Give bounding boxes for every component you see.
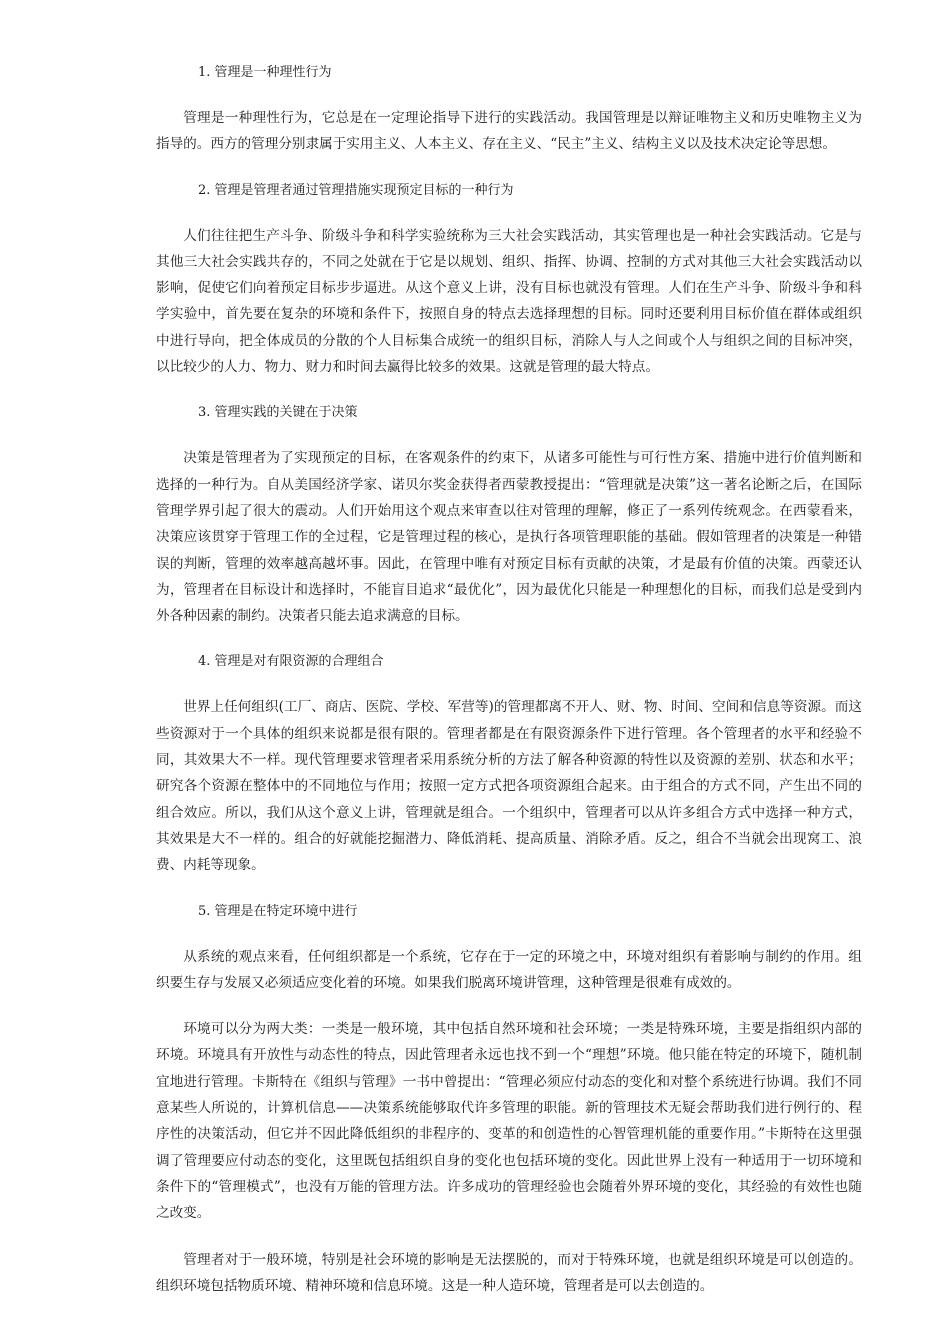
document-body — [156, 60, 862, 1299]
section-5-paragraph-1: 从系统的观点来看，任何组织都是一个系统，它存在于一定的环境之中，环境对组织有着影响与制约的作用。组织要生存与发展又必须适应变化着的环境。如果我们脱离环境讲管理，这种管理是很难有成效的。 — [156, 948, 862, 991]
section-heading-5: 5. 管理是在特定环境中进行 — [198, 903, 358, 919]
section-heading-1: 1. 管理是一种理性行为 — [198, 65, 332, 80]
section-heading-2: 2. 管理是管理者通过管理措施实现预定目标的一种行为 — [198, 182, 514, 198]
section-5-paragraph-3: 管理者对于一般环境，特别是社会环境的影响是无法摆脱的，而对于特殊环境，也就是组织环境是可以创造的。组织环境包括物质环境、精神环境和信息环境。这是一种人造环境，管理者是可以去创造的。 — [156, 1251, 862, 1294]
section-5-paragraph-2: 环境可以分为两大类：一类是一般环境，其中包括自然环境和社会环境；一类是特殊环境，主要是指组织内部的环境。环境具有开放性与动态性的特点，因此管理者永远也找不到一个“理想”环境。他只能在特定的环境下，随机制宜地进行管理。卡斯特在《组织与管理》一书中曾提出：“管理必须应付动态的变化和对整个系统进行协调。我们不同意某些人所说的，计算机信息——决策系统能够取代许多管理的职能。新的管理技术无疑会帮助我们进行例行的、程序性的决策活动，但它并不因此降低组织的非程序的、变革的和创造性的心智管理机能的重要作用。”卡斯特在这里强调了管理要应付动态的变化，这里既包括组织自身的变化也包括环境的变化。因此世界上没有一种适用于一切环境和条件下的“管理模式”，也没有万能的管理方法。许多成功的管理经验也会随着外界环境的变化，其经验的有效性也随之改变。 — [156, 1021, 862, 1222]
section-4-paragraph-1: 世界上任何组织(工厂、商店、医院、学校、军营等)的管理都离不开人、财、物、时间、空间和信息等资源。而这些资源对于一个具体的组织来说都是很有限的。管理者都是在有限资源条件下进行管理。各个管理者的水平和经验不同，其效果大不一样。现代管理要求管理者采用系统分析的方法了解各种资源的特性以及资源的差别、状态和水平；研究各个资源在整体中的不同地位与作用；按照一定方式把各项资源组合起来。由于组合的方式不同，产生出不同的组合效应。所以，我们从这个意义上讲，管理就是组合。一个组织中，管理者可以从许多组合方式中选择一种方式，其效果是大不一样的。组合的好就能挖掘潜力、降低消耗、提高质量、消除矛盾。反之，组合不当就会出现窝工、浪费、内耗等现象。 — [156, 699, 862, 874]
section-1-paragraph-1: 管理是一种理性行为，它总是在一定理论指导下进行的实践活动。我国管理是以辩证唯物主义和历史唯物主义为指导的。西方的管理分别隶属于实用主义、人本主义、存在主义、“民主”主义、结构主义以及技术决定论等思想。 — [156, 110, 862, 153]
section-heading-4: 4. 管理是对有限资源的合理组合 — [198, 654, 384, 670]
section-heading-3: 3. 管理实践的关键在于决策 — [198, 405, 358, 421]
section-3-paragraph-1: 决策是管理者为了实现预定的目标，在客观条件的约束下，从诸多可能性与可行性方案、措施中进行价值判断和选择的一种行为。自从美国经济学家、诺贝尔奖金获得者西蒙教授提出：“管理就是决策”这一著名论断之后，在国际管理学界引起了很大的震动。人们开始用这个观点来审查以往对管理的理解，修正了一系列传统观念。在西蒙看来，决策应该贯穿于管理工作的全过程，它是管理过程的核心，是执行各项管理职能的基础。假如管理者的决策是一种错误的判断，管理的效率越高越坏事。因此，在管理中唯有对预定目标有贡献的决策，才是最有价值的决策。西蒙还认为，管理者在目标设计和选择时，不能盲目追求“最优化”，因为最优化只能是一种理想化的目标，而我们总是受到内外各种因素的制约。决策者只能去追求满意的目标。 — [156, 450, 862, 625]
section-2-paragraph-1: 人们往往把生产斗争、阶级斗争和科学实验统称为三大社会实践活动，其实管理也是一种社会实践活动。它是与其他三大社会实践共存的，不同之处就在于它是以规划、组织、指挥、协调、控制的方式对其他三大社会实践活动以影响，促使它们向着预定目标步步逼进。从这个意义上讲，没有目标也就没有管理。人们在生产斗争、阶级斗争和科学实验中，首先要在复杂的环境和条件下，按照自身的特点去选择理想的目标。同时还要利用目标价值在群体或组织中进行导向，把全体成员的分散的个人目标集合成统一的组织目标，消除人与人之间或个人与组织之间的目标冲突，以比较少的人力、物力、财力和时间去赢得比较多的效果。这就是管理的最大特点。 — [156, 227, 862, 376]
